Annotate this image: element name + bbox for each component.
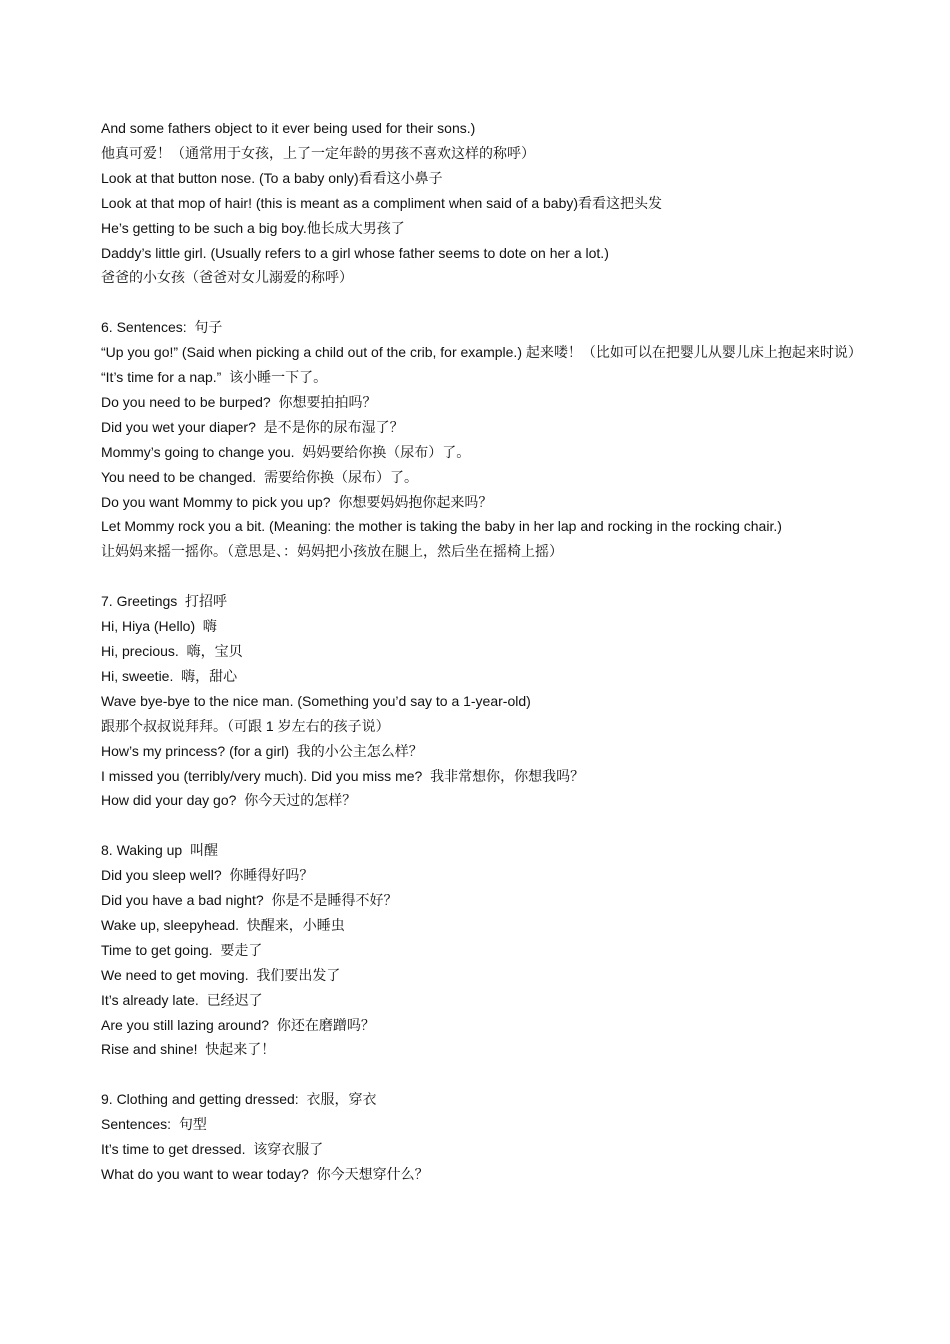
- text-line: And some fathers object to it ever being used for their sons.): [101, 120, 476, 136]
- section-heading: 7. Greetings 打招呼: [101, 593, 228, 610]
- text-line: Look at that button nose. (To a baby only)看看这小鼻子: [101, 169, 443, 186]
- text-line: 他真可爱！（通常用于女孩，上了一定年龄的男孩不喜欢这样的称呼）: [101, 144, 535, 161]
- text-line: Did you wet your diaper? 是不是你的尿布湿了？: [101, 418, 404, 435]
- blank-line: [101, 290, 881, 315]
- text-line: Hi, Hiya (Hello) 嗨: [101, 618, 217, 635]
- text-line: “Up you go!” (Said when picking a child out of the crib, for example.) 起来喽！（比如可以在把婴儿从婴儿床上抱起来时说）: [101, 344, 862, 361]
- text-line: Did you sleep well? 你睡得好吗？: [101, 867, 314, 884]
- text-line: 爸爸的小女孩（爸爸对女儿溺爱的称呼）: [101, 269, 353, 286]
- text-line: Mommy’s going to change you. 妈妈要给你换（尿布）了。: [101, 443, 471, 460]
- text-line: What do you want to wear today? 你今天想穿什么？: [101, 1166, 429, 1182]
- text-line: It’s time to get dressed. 该穿衣服了: [101, 1141, 324, 1158]
- text-line: We need to get moving. 我们要出发了: [101, 966, 341, 983]
- blank-line: [101, 1062, 881, 1087]
- blank-line: [101, 564, 881, 589]
- text-line: Daddy’s little girl. (Usually refers to a girl whose father seems to dote on her a lot.): [101, 244, 609, 261]
- text-line: Look at that mop of hair! (this is meant as a compliment when said of a baby)看看这把头发: [101, 194, 663, 211]
- section-heading: 8. Waking up 叫醒: [101, 842, 218, 859]
- text-line: How’s my princess? (for a girl) 我的小公主怎么样？: [101, 742, 423, 759]
- text-line: Did you have a bad night? 你是不是睡得不好？: [101, 892, 398, 909]
- text-line: Hi, precious. 嗨，宝贝: [101, 643, 243, 659]
- text-line: You need to be changed. 需要给你换（尿布）了。: [101, 468, 418, 485]
- text-line: 跟那个叔叔说拜拜。（可跟 1 岁左右的孩子说）: [101, 717, 390, 734]
- text-line: Wake up, sleepyhead. 快醒来，小睡虫: [101, 916, 345, 933]
- text-line: Hi, sweetie. 嗨，甜心: [101, 667, 238, 684]
- text-line: How did your day go? 你今天过的怎样？: [101, 792, 357, 809]
- text-line: Are you still lazing around? 你还在磨蹭吗？: [101, 1016, 375, 1033]
- section-heading: 9. Clothing and getting dressed: 衣服，穿衣: [101, 1091, 377, 1108]
- text-line: Wave bye-bye to the nice man. (Something you’d say to a 1-year-old): [101, 692, 531, 709]
- section-heading: 6. Sentences: 句子: [101, 319, 223, 336]
- text-line: 让妈妈来摇一摇你。（意思是、：妈妈把小孩放在腿上，然后坐在摇椅上摇）: [101, 543, 563, 560]
- text-line: He’s getting to be such a big boy.他长成大男孩了: [101, 219, 405, 236]
- text-line: I missed you (terribly/very much). Did you miss me? 我非常想你，你想我吗？: [101, 767, 585, 784]
- text-line: Sentences: 句型: [101, 1116, 207, 1133]
- text-line: Do you need to be burped? 你想要拍拍吗？: [101, 393, 377, 410]
- document-body: [101, 116, 881, 1187]
- text-line: Rise and shine! 快起来了！: [101, 1041, 276, 1058]
- text-line: “It’s time for a nap.” 该小睡一下了。: [101, 369, 328, 386]
- text-line: Do you want Mommy to pick you up? 你想要妈妈抱你起来吗？: [101, 493, 493, 510]
- text-line: Let Mommy rock you a bit. (Meaning: the mother is taking the baby in her lap and rocking in the rocking chair.): [101, 518, 782, 535]
- blank-line: [101, 813, 881, 838]
- text-line: Time to get going. 要走了: [101, 941, 263, 958]
- text-line: It’s already late. 已经迟了: [101, 991, 263, 1008]
